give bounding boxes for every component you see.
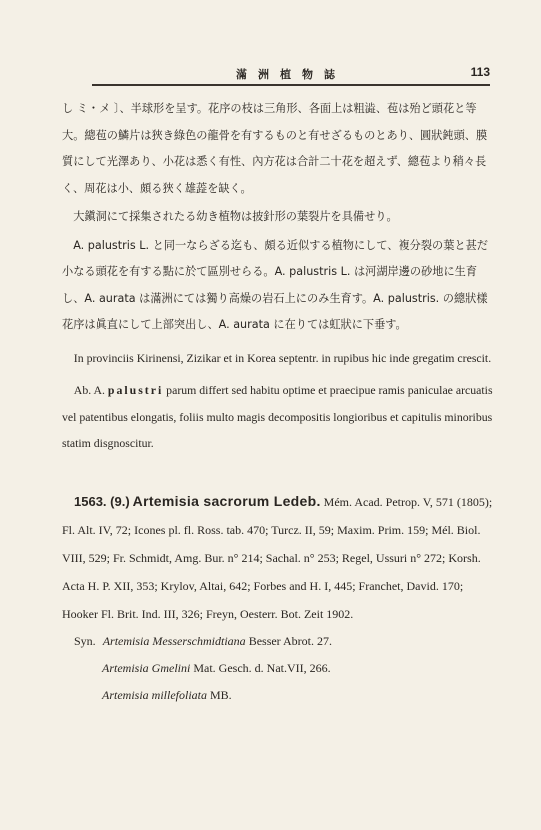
header-title: 滿洲植物誌 — [236, 68, 346, 81]
synonym-item — [102, 655, 494, 682]
synonym-label: Syn. — [74, 633, 96, 648]
header-rule — [92, 84, 490, 86]
synonym-name: Artemisia millefoliata — [102, 687, 207, 702]
latin-comparison — [62, 377, 494, 457]
synonym-name: Artemisia Messerschmidtiana — [102, 633, 246, 648]
entry-citations: Mém. Acad. Petrop. V, 571 (1805); Fl. Alt. IV, 72; Icones pl. fl. Ross. tab. 470; Turcz. II, 59; Maxim. Prim. 159; Mél. Biol. VIII, 529; Fr. Schmidt, Amg. Bur. n° 214; Sachal. n° 253; Regel, Ussuri n° 272; Korsh. Acta H. P. XII, 353; Krylov, Altai, 642; Forbes and H. I, 445; Franchet, David. 170; Hooker Fl. Brit. Ind. III, 326; Freyn, Oesterr. Bot. Zeit 1902. — [62, 494, 493, 621]
synonym-list — [62, 628, 494, 709]
latin-comparison-lead: Ab. A. — [73, 383, 108, 397]
latin-comparison-rest: parum differt sed habitu optime et praecipue ramis paniculae arcuatis vel patentibus elongatis, foliis multo magis decompositis longioribus et capitulis minoribus statim disgnoscitur. — [62, 383, 493, 450]
synonym-author: Besser Abrot. 27. — [248, 633, 333, 648]
japanese-description: し ミ・メ 〕、半球形を呈す。花序の枝は三角形、各面上は粗澁、苞は殆ど頭花と等大。總苞の鱗片は狹き綠色の龍骨を有するものと有せざるものとあり、圓狀鈍頭、膜質にして光澤あり、小花は悉く有性、內方花は合計二十花を超えず、總苞より稍々長く、周花は小、頗る狹く雄蕋を缺く。 — [62, 102, 488, 195]
entry-number: 1563. (9.) — [74, 493, 130, 509]
synonym-author: MB. — [210, 687, 232, 702]
page-number: 113 — [470, 65, 490, 79]
japanese-comparison: A. palustris L. と同一ならざる迄も、頗る近似する植物にして、複分裂の葉と甚だ小なる頭花を有する點に於て區別せらる。A. palustris L. は河湖岸邊の砂地に生育し、A. aurata は滿洲にては獨り高燥の岩石上にのみ生育す。A. palustris. の總狀樣花序は眞直にして上部突出し、A. aurata に在りては虹狀に下垂す。 — [62, 238, 488, 331]
japanese-note: 大鎭洞にて採集されたる幼き植物は披針形の葉裂片を具備せり。 — [73, 210, 398, 223]
species-entry — [62, 487, 494, 628]
latin-comparison-species: palustri — [107, 383, 164, 397]
entry-name: Artemisia sacrorum Ledeb. — [132, 492, 321, 509]
latin-distribution: In provinciis Kirinensi, Zizikar et in Korea septentr. in rupibus hic inde gregatim crescit. — [73, 350, 492, 365]
synonym-author: Mat. Gesch. d. Nat.VII, 266. — [193, 660, 331, 675]
synonym-item — [102, 682, 494, 709]
running-header — [92, 66, 490, 86]
page-body — [62, 96, 494, 709]
synonym-name: Artemisia Gmelini — [102, 660, 191, 675]
synonym-item — [62, 628, 494, 655]
